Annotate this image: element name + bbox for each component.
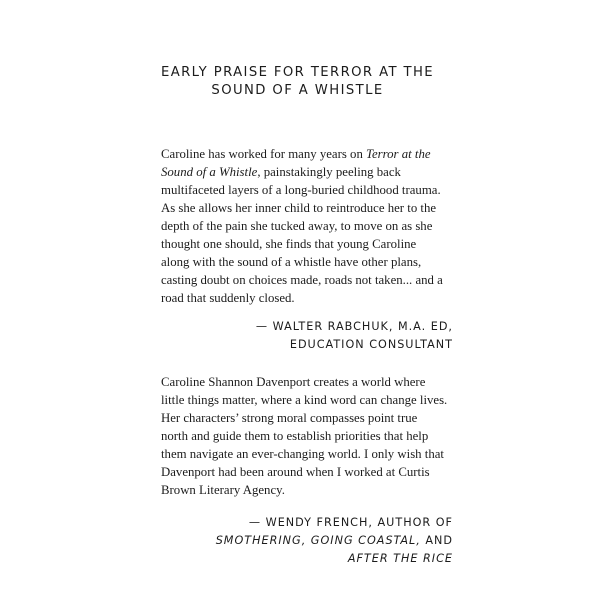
quote-line: little things matter, where a kind word can change lives. [161,393,448,407]
quote-line: casting doubt on choices made, roads not taken... and a [161,273,443,287]
book-titles: SMOTHERING, GOING COASTAL, [215,534,421,547]
quote-line: Caroline Shannon Davenport creates a world where [161,375,426,389]
title-line-1: EARLY PRAISE FOR TERROR AT THE [160,65,435,80]
quote-line: Caroline has worked for many years on Terror at the [161,147,431,161]
quote-line: along with the sound of a whistle have other plans, [161,255,422,269]
praise-quote-1 [161,145,452,307]
book-title: Sound of a Whistle [161,165,258,179]
attribution-line: SMOTHERING, GOING COASTAL, AND [215,534,453,547]
quote-line: them navigate an ever-changing world. I only wish that [161,447,444,461]
attribution-line: EDUCATION CONSULTANT [289,338,453,351]
quote-line: Sound of a Whistle, painstakingly peeling back [161,165,401,179]
praise-quote-2 [161,373,452,499]
quote-line: Brown Literary Agency. [161,483,285,497]
title-line-2: SOUND OF A WHISTLE [211,83,384,98]
quote-line: Her characters’ strong moral compasses point true [161,411,418,425]
attribution-2 [200,514,453,568]
attribution-line: — WENDY FRENCH, AUTHOR OF [248,516,453,529]
quote-line: depth of the pain she tucked away, to move on as she [161,219,433,233]
quote-line: As she allows her inner child to reintroduce her to the [161,201,437,215]
book-title: Terror at the [366,147,431,161]
quote-line: north and guide them to establish priorities that help [161,429,429,443]
quote-line: road that suddenly closed. [161,291,295,305]
page-title [120,64,475,100]
quote-line: thought one should, she finds that young Caroline [161,237,417,251]
book-titles: AFTER THE RICE [347,552,453,565]
quote-line: multifaceted layers of a long-buried childhood trauma. [161,183,441,197]
attribution-line: — WALTER RABCHUK, M.A. ED, [255,320,453,333]
quote-line: Davenport had been around when I worked at Curtis [161,465,430,479]
attribution-1 [200,318,453,354]
